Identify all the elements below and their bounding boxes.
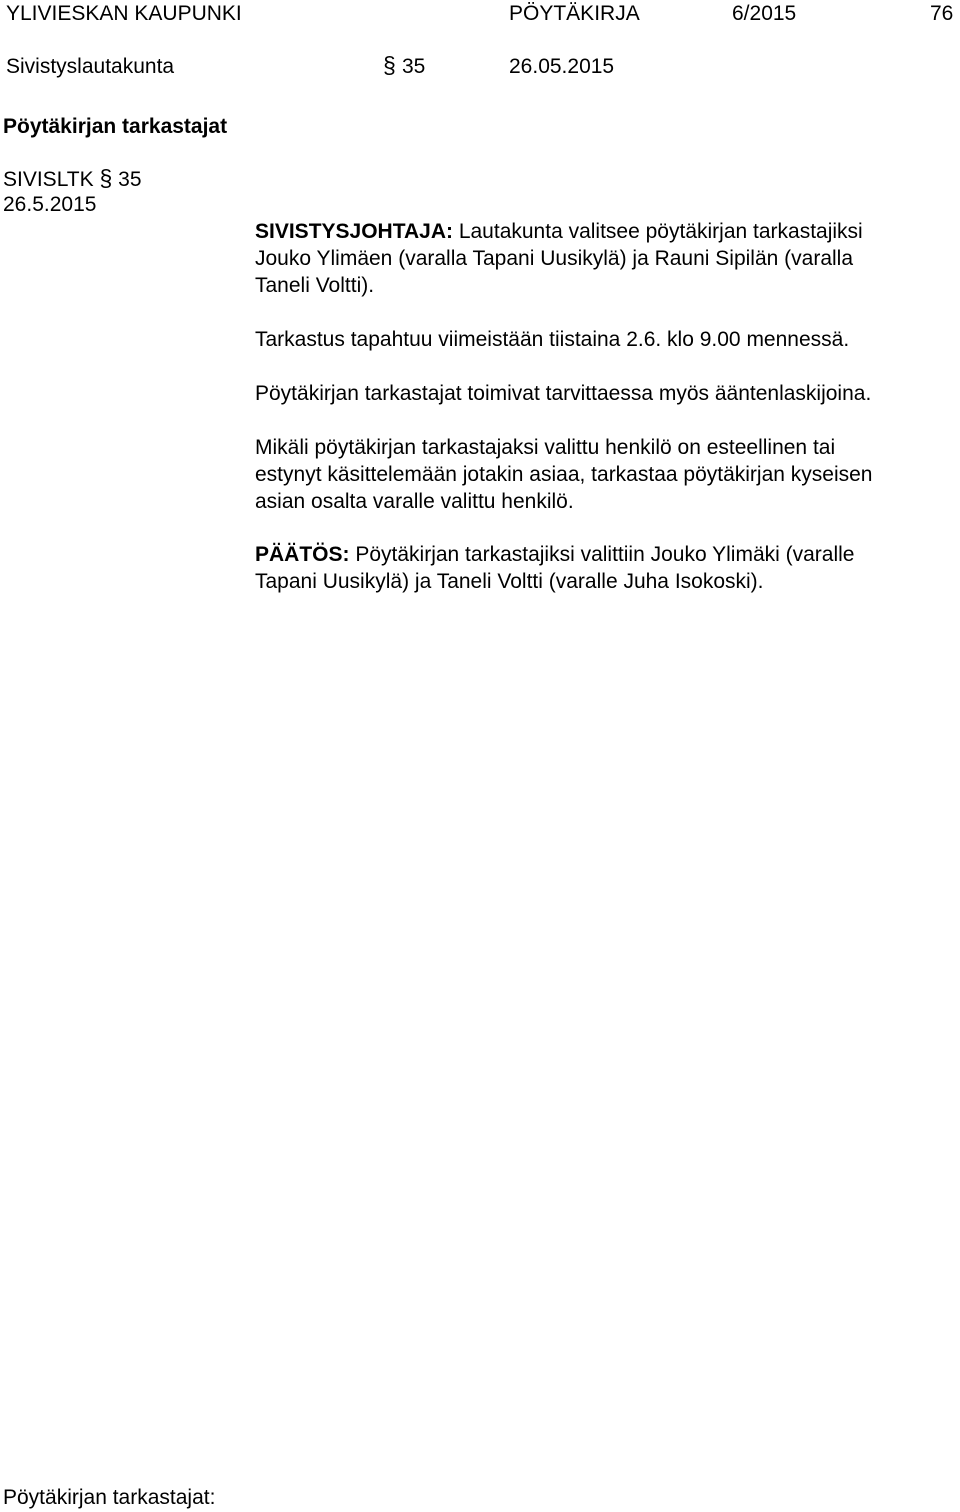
substitute-line-3: asian osalta varalle valittu henkilö. [255,490,574,513]
page-title: Pöytäkirjan tarkastajat [3,115,228,138]
proposal-paragraph [255,218,945,299]
vote-counters-paragraph: Pöytäkirjan tarkastajat toimivat tarvittaessa myös ääntenlaskijoina. [255,382,872,405]
reference-line [3,165,142,193]
reference-section-symbol: § [99,165,113,191]
section-number: 35 [402,55,426,78]
proposal-label: SIVISTYSJOHTAJA: [255,220,453,243]
inspectors-signature-label: Pöytäkirjan tarkastajat: [3,1486,216,1509]
board-name: Sivistyslautakunta [6,55,175,78]
decision-line-1 [255,541,945,568]
inspection-time-paragraph: Tarkastus tapahtuu viimeistään tiistaina 2.6. klo 9.00 mennessä. [255,328,850,351]
substitute-line-2: estynyt käsittelemään jotakin asiaa, tarkastaa pöytäkirjan kyseisen [255,463,873,486]
meeting-date: 26.05.2015 [509,55,615,78]
decision-text: Pöytäkirjan tarkastajiksi valittiin Jouko Ylimäki (varalle [355,543,855,566]
organization-name: YLIVIESKAN KAUPUNKI [6,2,242,25]
substitute-line-1: Mikäli pöytäkirjan tarkastajaksi valittu henkilö on esteellinen tai [255,436,836,459]
reference-section-number: 35 [118,168,142,191]
document-type: PÖYTÄKIRJA [509,2,640,25]
proposal-line-2: Jouko Ylimäen (varalla Tapani Uusikylä) ja Rauni Sipilän (varalla [255,247,854,270]
proposal-text: Lautakunta valitsee pöytäkirjan tarkastajiksi [458,220,863,243]
reference-date: 26.5.2015 [3,193,97,216]
page-number: 76 [930,2,954,25]
document-number: 6/2015 [732,2,797,25]
proposal-line-1 [255,218,945,245]
decision-label: PÄÄTÖS: [255,543,350,566]
decision-paragraph [255,541,945,595]
section-symbol: § [383,52,396,78]
reference-code: SIVISLTK [3,168,94,191]
substitute-paragraph [255,434,945,515]
decision-line-2: Tapani Uusikylä) ja Taneli Voltti (varalle Juha Isokoski). [255,570,764,593]
proposal-line-3: Taneli Voltti). [255,274,375,297]
